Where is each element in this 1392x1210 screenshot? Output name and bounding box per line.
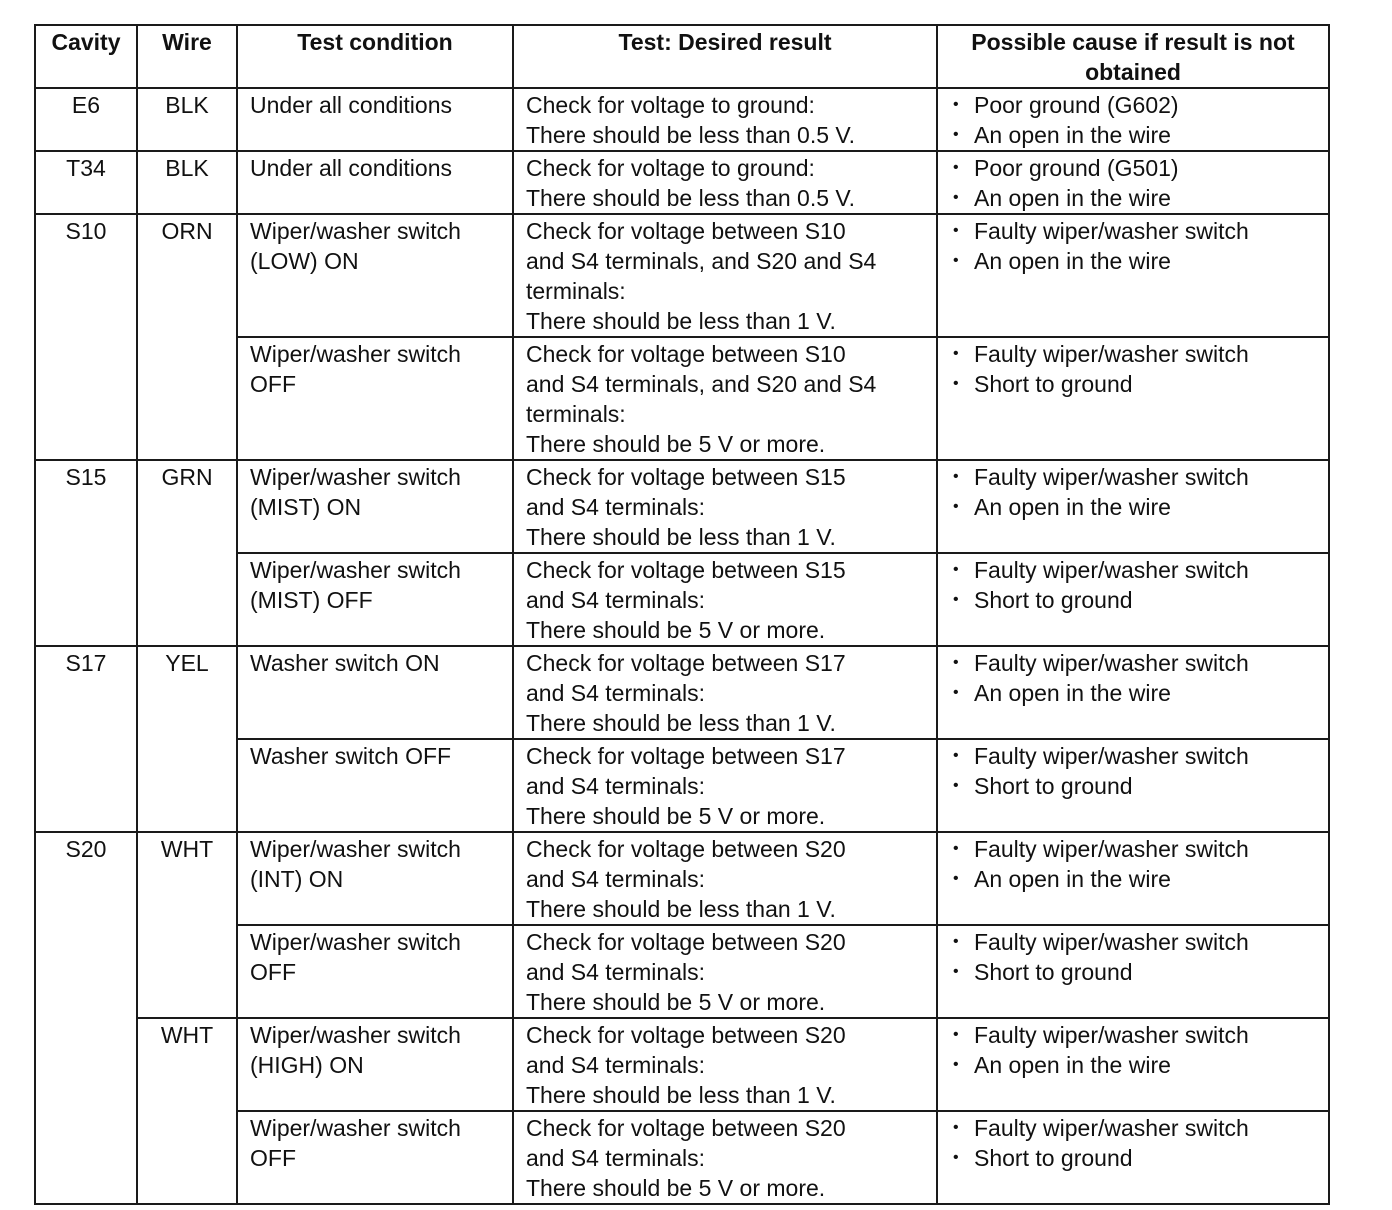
- cause-cell: [937, 925, 1329, 1018]
- cavity-cell: S10: [35, 214, 137, 460]
- bullet-icon: •: [953, 870, 959, 887]
- result-cell: Check for voltage between S17 and S4 terminals: There should be less than 1 V.: [513, 646, 937, 739]
- result-cell: Check for voltage to ground: There should be less than 0.5 V.: [513, 88, 937, 151]
- cause-item: • An open in the wire: [953, 1052, 1171, 1078]
- cause-item: • Short to ground: [953, 371, 1133, 397]
- bullet-icon: •: [953, 126, 959, 143]
- result-cell: Check for voltage between S10 and S4 terminals, and S20 and S4 terminals: There should be less than 1 V.: [513, 214, 937, 337]
- condition-cell: Wiper/washer switch OFF: [237, 1111, 513, 1204]
- table-row: [35, 1018, 1329, 1111]
- cause-item: • Short to ground: [953, 959, 1133, 985]
- condition-cell: Under all conditions: [237, 151, 513, 214]
- bullet-icon: •: [953, 1026, 959, 1043]
- bullet-icon: •: [953, 1119, 959, 1136]
- cause-cell: [937, 88, 1329, 151]
- cause-cell: [937, 832, 1329, 925]
- wire-cell: BLK: [137, 151, 237, 214]
- terminal-test-table: [34, 24, 1330, 1205]
- cause-item: • An open in the wire: [953, 185, 1171, 211]
- table-header-row: [35, 25, 1329, 88]
- cause-item: • Short to ground: [953, 587, 1133, 613]
- bullet-icon: •: [953, 498, 959, 515]
- cause-cell: [937, 553, 1329, 646]
- wire-cell: BLK: [137, 88, 237, 151]
- result-cell: Check for voltage between S20 and S4 terminals: There should be 5 V or more.: [513, 925, 937, 1018]
- wire-cell: GRN: [137, 460, 237, 646]
- table-row: [35, 88, 1329, 151]
- table-row: [35, 646, 1329, 739]
- cause-item: • Faulty wiper/washer switch: [953, 650, 1249, 676]
- header-possible-cause: Possible cause if result is not obtained: [937, 25, 1329, 88]
- cause-item: • Faulty wiper/washer switch: [953, 1115, 1249, 1141]
- condition-cell: Wiper/washer switch OFF: [237, 337, 513, 460]
- wire-cell: WHT: [137, 832, 237, 1018]
- bullet-icon: •: [953, 345, 959, 362]
- condition-cell: Wiper/washer switch (INT) ON: [237, 832, 513, 925]
- bullet-icon: •: [953, 963, 959, 980]
- table-row: [35, 214, 1329, 337]
- bullet-icon: •: [953, 252, 959, 269]
- cause-item: • Faulty wiper/washer switch: [953, 341, 1249, 367]
- bullet-icon: •: [953, 96, 959, 113]
- cause-item: • Short to ground: [953, 1145, 1133, 1171]
- cause-cell: [937, 646, 1329, 739]
- table-row: [35, 832, 1329, 925]
- cause-item: • Faulty wiper/washer switch: [953, 218, 1249, 244]
- condition-cell: Wiper/washer switch (HIGH) ON: [237, 1018, 513, 1111]
- condition-cell: Washer switch OFF: [237, 739, 513, 832]
- cause-item: • Faulty wiper/washer switch: [953, 557, 1249, 583]
- bullet-icon: •: [953, 747, 959, 764]
- result-cell: Check for voltage between S17 and S4 terminals: There should be 5 V or more.: [513, 739, 937, 832]
- cavity-cell: S15: [35, 460, 137, 646]
- result-cell: Check for voltage between S20 and S4 terminals: There should be less than 1 V.: [513, 832, 937, 925]
- cause-item: • An open in the wire: [953, 494, 1171, 520]
- table-row: [35, 460, 1329, 553]
- cause-cell: [937, 214, 1329, 337]
- condition-cell: Wiper/washer switch (MIST) ON: [237, 460, 513, 553]
- bullet-icon: •: [953, 1056, 959, 1073]
- bullet-icon: •: [953, 654, 959, 671]
- wire-cell: ORN: [137, 214, 237, 460]
- cause-item: • An open in the wire: [953, 122, 1171, 148]
- condition-cell: Wiper/washer switch (MIST) OFF: [237, 553, 513, 646]
- bullet-icon: •: [953, 777, 959, 794]
- result-cell: Check for voltage to ground: There should be less than 0.5 V.: [513, 151, 937, 214]
- cause-cell: [937, 337, 1329, 460]
- cause-item: • Faulty wiper/washer switch: [953, 929, 1249, 955]
- result-cell: Check for voltage between S15 and S4 terminals: There should be less than 1 V.: [513, 460, 937, 553]
- header-wire: Wire: [137, 25, 237, 88]
- condition-cell: Washer switch ON: [237, 646, 513, 739]
- bullet-icon: •: [953, 684, 959, 701]
- cause-item: • Short to ground: [953, 773, 1133, 799]
- bullet-icon: •: [953, 1149, 959, 1166]
- condition-cell: Under all conditions: [237, 88, 513, 151]
- diagnostic-table-sheet: [34, 24, 1330, 1205]
- cavity-cell: T34: [35, 151, 137, 214]
- result-cell: Check for voltage between S10 and S4 terminals, and S20 and S4 terminals: There should be 5 V or more.: [513, 337, 937, 460]
- cause-item: • An open in the wire: [953, 248, 1171, 274]
- result-cell: Check for voltage between S15 and S4 terminals: There should be 5 V or more.: [513, 553, 937, 646]
- result-cell: Check for voltage between S20 and S4 terminals: There should be less than 1 V.: [513, 1018, 937, 1111]
- table-row: [35, 151, 1329, 214]
- cause-cell: [937, 1111, 1329, 1204]
- cause-item: • Faulty wiper/washer switch: [953, 1022, 1249, 1048]
- header-desired-result: Test: Desired result: [513, 25, 937, 88]
- bullet-icon: •: [953, 375, 959, 392]
- result-cell: Check for voltage between S20 and S4 terminals: There should be 5 V or more.: [513, 1111, 937, 1204]
- wire-cell: YEL: [137, 646, 237, 832]
- condition-cell: Wiper/washer switch (LOW) ON: [237, 214, 513, 337]
- cause-cell: [937, 460, 1329, 553]
- condition-cell: Wiper/washer switch OFF: [237, 925, 513, 1018]
- bullet-icon: •: [953, 591, 959, 608]
- cause-item: • An open in the wire: [953, 866, 1171, 892]
- cavity-cell: S17: [35, 646, 137, 832]
- cause-item: • Faulty wiper/washer switch: [953, 743, 1249, 769]
- cause-item: • An open in the wire: [953, 680, 1171, 706]
- bullet-icon: •: [953, 159, 959, 176]
- cause-cell: [937, 151, 1329, 214]
- cavity-cell: S20: [35, 832, 137, 1204]
- cause-cell: [937, 739, 1329, 832]
- bullet-icon: •: [953, 840, 959, 857]
- cause-item: • Faulty wiper/washer switch: [953, 836, 1249, 862]
- cause-cell: [937, 1018, 1329, 1111]
- cavity-cell: E6: [35, 88, 137, 151]
- bullet-icon: •: [953, 222, 959, 239]
- bullet-icon: •: [953, 933, 959, 950]
- wire-cell: WHT: [137, 1018, 237, 1204]
- bullet-icon: •: [953, 561, 959, 578]
- header-test-condition: Test condition: [237, 25, 513, 88]
- bullet-icon: •: [953, 468, 959, 485]
- header-cavity: Cavity: [35, 25, 137, 88]
- cause-item: • Poor ground (G602): [953, 92, 1179, 118]
- cause-item: • Poor ground (G501): [953, 155, 1179, 181]
- cause-item: • Faulty wiper/washer switch: [953, 464, 1249, 490]
- bullet-icon: •: [953, 189, 959, 206]
